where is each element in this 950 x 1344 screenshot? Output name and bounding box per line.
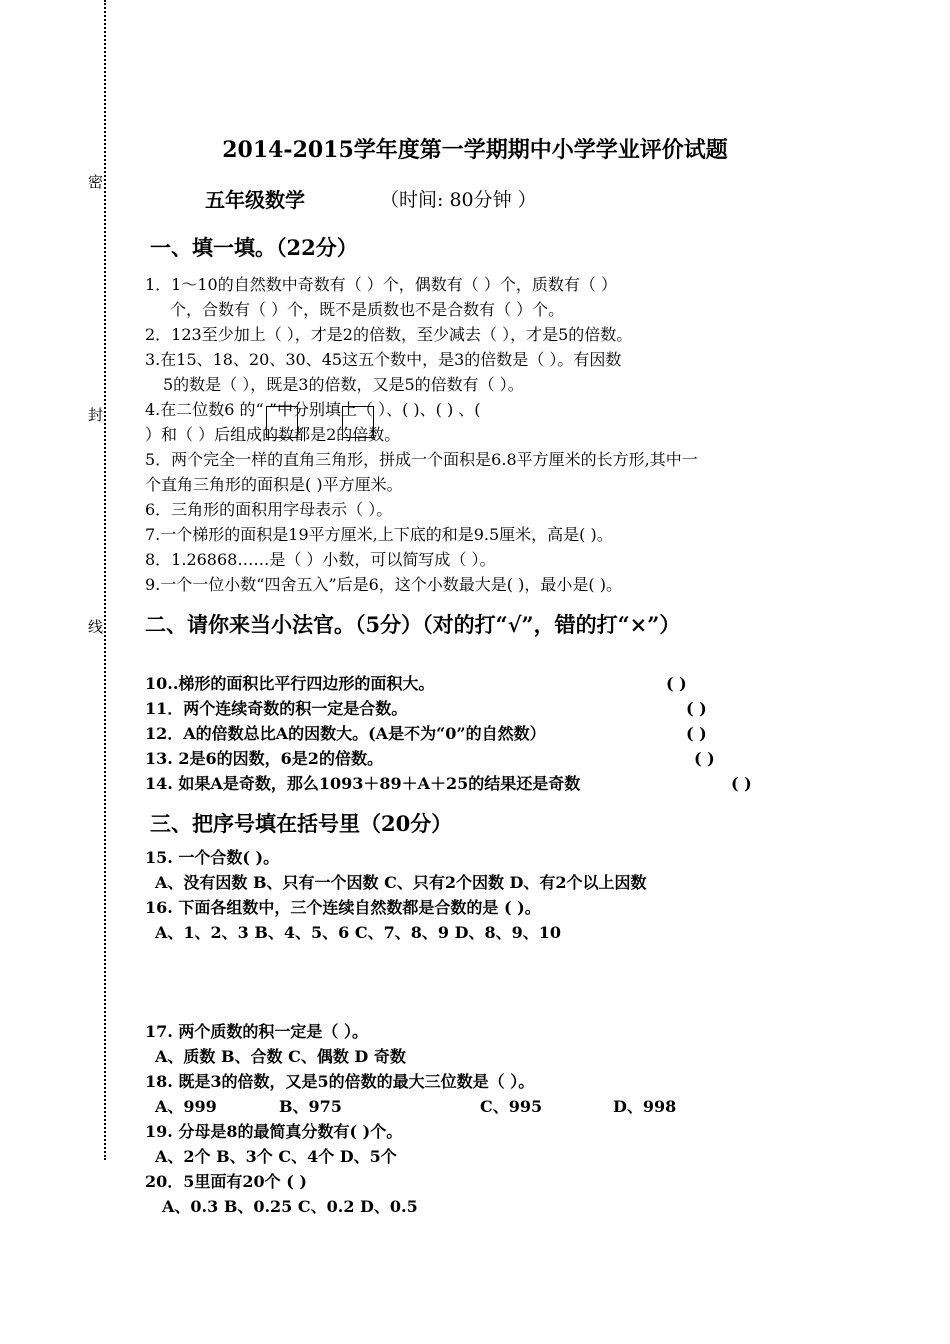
answer-paren: ( ) (686, 724, 707, 743)
question-2: 2．123至少加上（ ），才是2的倍数，至少减去（ ），才是5的倍数。 (145, 325, 633, 344)
subject-label: 五年级数学 (205, 188, 305, 212)
question-17-options: A、质数 B、合数 C、偶数 D 奇数 (155, 1047, 406, 1066)
seal-char-feng: 封 (88, 403, 103, 427)
question-18-option-b: B、975 (279, 1097, 342, 1116)
question-15: 15. 一个合数( )。 (145, 848, 280, 867)
answer-paren: ( ) (731, 774, 752, 793)
question-3-line2: 5的数是（ ），既是3的倍数，又是5的倍数有（ ）。 (163, 375, 524, 394)
seal-char-xian: 线 (88, 615, 103, 639)
section-3-heading: 三、把序号填在括号里（20分） (150, 811, 453, 836)
question-9: 9.一个一位小数“四舍五入”后是6，这个小数最大是( )，最小是( )。 (145, 575, 622, 594)
blank-box-digit (342, 406, 374, 438)
section-1-heading: 一、填一填。（22分） (150, 235, 358, 260)
question-4-line1: 4.在二位数6 的“ ”中分别填上（ ）、( )、( ) 、( (145, 400, 481, 419)
blank-box-digit (266, 406, 298, 438)
question-8: 8．1.26868……是（ ）小数，可以简写成（ ）。 (145, 550, 496, 569)
question-13: 13. 2是6的因数，6是2的倍数。 (145, 749, 383, 768)
question-3-line1: 3.在15、18、20、30、45这五个数中，是3的倍数是（ ）。有因数 (145, 350, 622, 369)
answer-paren: ( ) (694, 749, 715, 768)
page-title: 2014-2015学年度第一学期期中小学学业评价试题 (222, 137, 728, 163)
question-20: 20．5里面有20个 ( ) (145, 1172, 307, 1191)
seal-char-mi: 密 (88, 170, 103, 194)
seal-dotted-line (104, 0, 106, 1160)
question-1-line2: 个，合数有（ ）个，既不是质数也不是合数有（ ）个。 (170, 300, 565, 319)
time-limit: （时间: 80分钟 ） (380, 189, 537, 211)
question-19-options: A、2个 B、3个 C、4个 D、5个 (155, 1147, 397, 1166)
question-16-options: A、1、2、3 B、4、5、6 C、7、8、9 D、8、9、10 (155, 923, 561, 942)
question-4-line2: ）和（ ）后组成的数都是2的倍数。 (145, 425, 401, 444)
question-18-option-a: A、999 (155, 1097, 217, 1116)
question-11: 11．两个连续奇数的积一定是合数。 (145, 699, 408, 718)
question-5-line2: 个直角三角形的面积是( )平方厘米。 (145, 475, 403, 494)
question-15-options: A、没有因数 B、只有一个因数 C、只有2个因数 D、有2个以上因数 (155, 873, 647, 892)
question-20-options: A、0.3 B、0.25 C、0.2 D、0.5 (162, 1197, 418, 1216)
question-19: 19. 分母是8的最简真分数有( )个。 (145, 1122, 403, 1141)
question-16: 16. 下面各组数中，三个连续自然数都是合数的是 ( )。 (145, 898, 541, 917)
answer-paren: ( ) (666, 674, 687, 693)
section-2-heading: 二、请你来当小法官。（5分）（对的打“√”，错的打“×”） (145, 612, 681, 637)
question-10: 10..梯形的面积比平行四边形的面积大。 (145, 674, 435, 693)
question-17: 17. 两个质数的积一定是（ ）。 (145, 1022, 368, 1041)
question-12: 12．A的倍数总比A的因数大。(A是不为“0”的自然数） (145, 724, 546, 743)
question-14: 14. 如果A是奇数，那么1093＋89＋A＋25的结果还是奇数 (145, 774, 581, 793)
question-1-line1: 1．1～10的自然数中奇数有（ ）个，偶数有（ ）个，质数有（ ） (145, 275, 617, 294)
question-5-line1: 5．两个完全一样的直角三角形，拼成一个面积是6.8平方厘米的长方形,其中一 (145, 450, 698, 469)
question-18-option-d: D、998 (613, 1097, 677, 1116)
question-7: 7.一个梯形的面积是19平方厘米,上下底的和是9.5厘米，高是( )。 (145, 525, 613, 544)
question-18: 18. 既是3的倍数，又是5的倍数的最大三位数是（ ）。 (145, 1072, 535, 1091)
question-6: 6．三角形的面积用字母表示（ ）。 (145, 500, 393, 519)
answer-paren: ( ) (686, 699, 707, 718)
question-18-option-c: C、995 (480, 1097, 543, 1116)
